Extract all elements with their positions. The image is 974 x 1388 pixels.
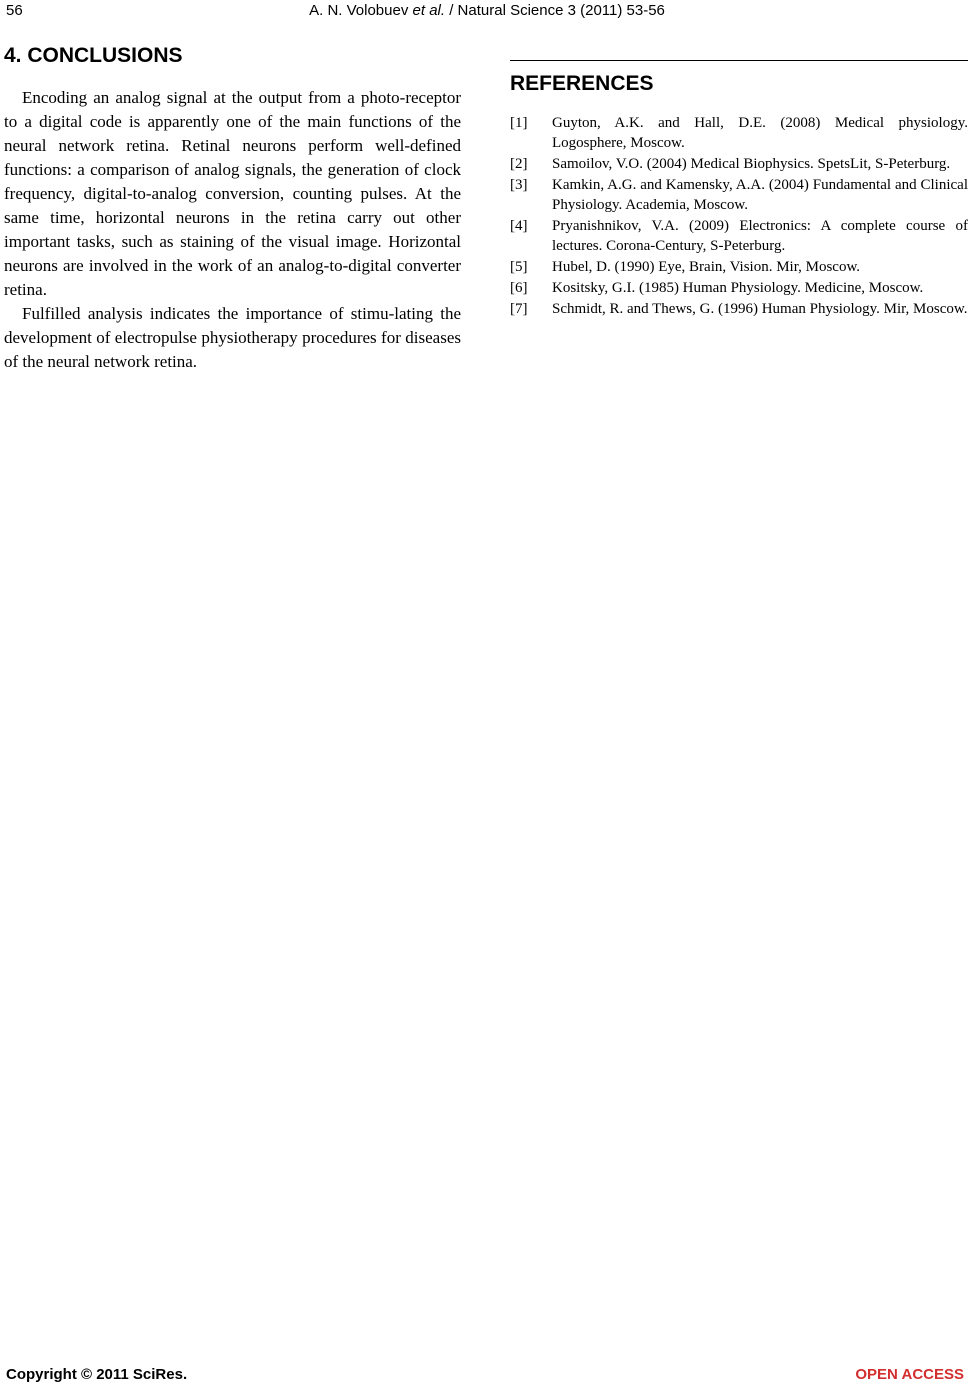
page-header bbox=[0, 0, 974, 24]
reference-number: [1] bbox=[510, 115, 528, 131]
running-head-authors: A. N. Volobuev bbox=[309, 2, 409, 19]
reference-text: Schmidt, R. and Thews, G. (1996) Human Physiology. Mir, Moscow. bbox=[552, 301, 968, 317]
page-number: 56 bbox=[6, 2, 23, 19]
reference-text: Guyton, A.K. and Hall, D.E. (2008) Medical physiology. Logosphere, Moscow. bbox=[552, 115, 968, 151]
reference-number: [2] bbox=[510, 156, 528, 172]
copyright-notice: Copyright © 2011 SciRes. bbox=[6, 1366, 188, 1383]
references-divider bbox=[510, 60, 968, 61]
reference-number: [4] bbox=[510, 218, 528, 234]
references-list bbox=[510, 113, 968, 319]
reference-item-1 bbox=[510, 113, 968, 153]
page-footer bbox=[0, 1366, 974, 1388]
open-access-label: OPEN ACCESS bbox=[855, 1366, 964, 1383]
reference-item-4 bbox=[510, 216, 968, 256]
conclusions-section bbox=[4, 40, 461, 374]
conclusions-heading: 4. CONCLUSIONS bbox=[4, 44, 183, 67]
reference-number: [5] bbox=[510, 259, 528, 275]
reference-item-7 bbox=[510, 299, 968, 319]
reference-text: Samoilov, V.O. (2004) Medical Biophysics. SpetsLit, S-Peterburg. bbox=[552, 156, 951, 172]
reference-number: [6] bbox=[510, 280, 528, 296]
references-section bbox=[510, 60, 968, 320]
reference-text: Pryanishnikov, V.A. (2009) Electronics: A complete course of lectures. Corona-Century, S-Peterburg. bbox=[552, 218, 968, 254]
running-head-etal: et al. bbox=[412, 2, 446, 19]
reference-item-5 bbox=[510, 257, 968, 277]
running-head bbox=[0, 2, 974, 19]
reference-item-6 bbox=[510, 278, 968, 298]
reference-text: Hubel, D. (1990) Eye, Brain, Vision. Mir, Moscow. bbox=[552, 259, 861, 275]
conclusions-paragraph-1: Encoding an analog signal at the output from a photo-receptor to a digital code is apparently one of the main functions of the neural network retina. Retinal neurons perform well-defined functions: a comparison of analog signals, the generation of clock frequency, digital-to-analog conversion, counting pulses. At the same time, horizontal neurons in the retina carry out other important tasks, such as staining of the visual image. Horizontal neurons are involved in the work of an analog-to-digital converter retina. bbox=[4, 88, 461, 299]
reference-item-2 bbox=[510, 154, 968, 174]
conclusions-paragraph-2: Fulfilled analysis indicates the importance of stimu-lating the development of electropulse physiotherapy procedures for diseases of the neural network retina. bbox=[4, 304, 461, 371]
reference-number: [7] bbox=[510, 301, 528, 317]
running-head-journal: / Natural Science 3 (2011) 53-56 bbox=[445, 2, 665, 19]
reference-item-3 bbox=[510, 175, 968, 215]
reference-number: [3] bbox=[510, 177, 528, 193]
reference-text: Kamkin, A.G. and Kamensky, A.A. (2004) Fundamental and Clinical Physiology. Academia, Moscow. bbox=[552, 177, 968, 213]
reference-text: Kositsky, G.I. (1985) Human Physiology. Medicine, Moscow. bbox=[552, 280, 924, 296]
references-heading: REFERENCES bbox=[510, 72, 654, 95]
